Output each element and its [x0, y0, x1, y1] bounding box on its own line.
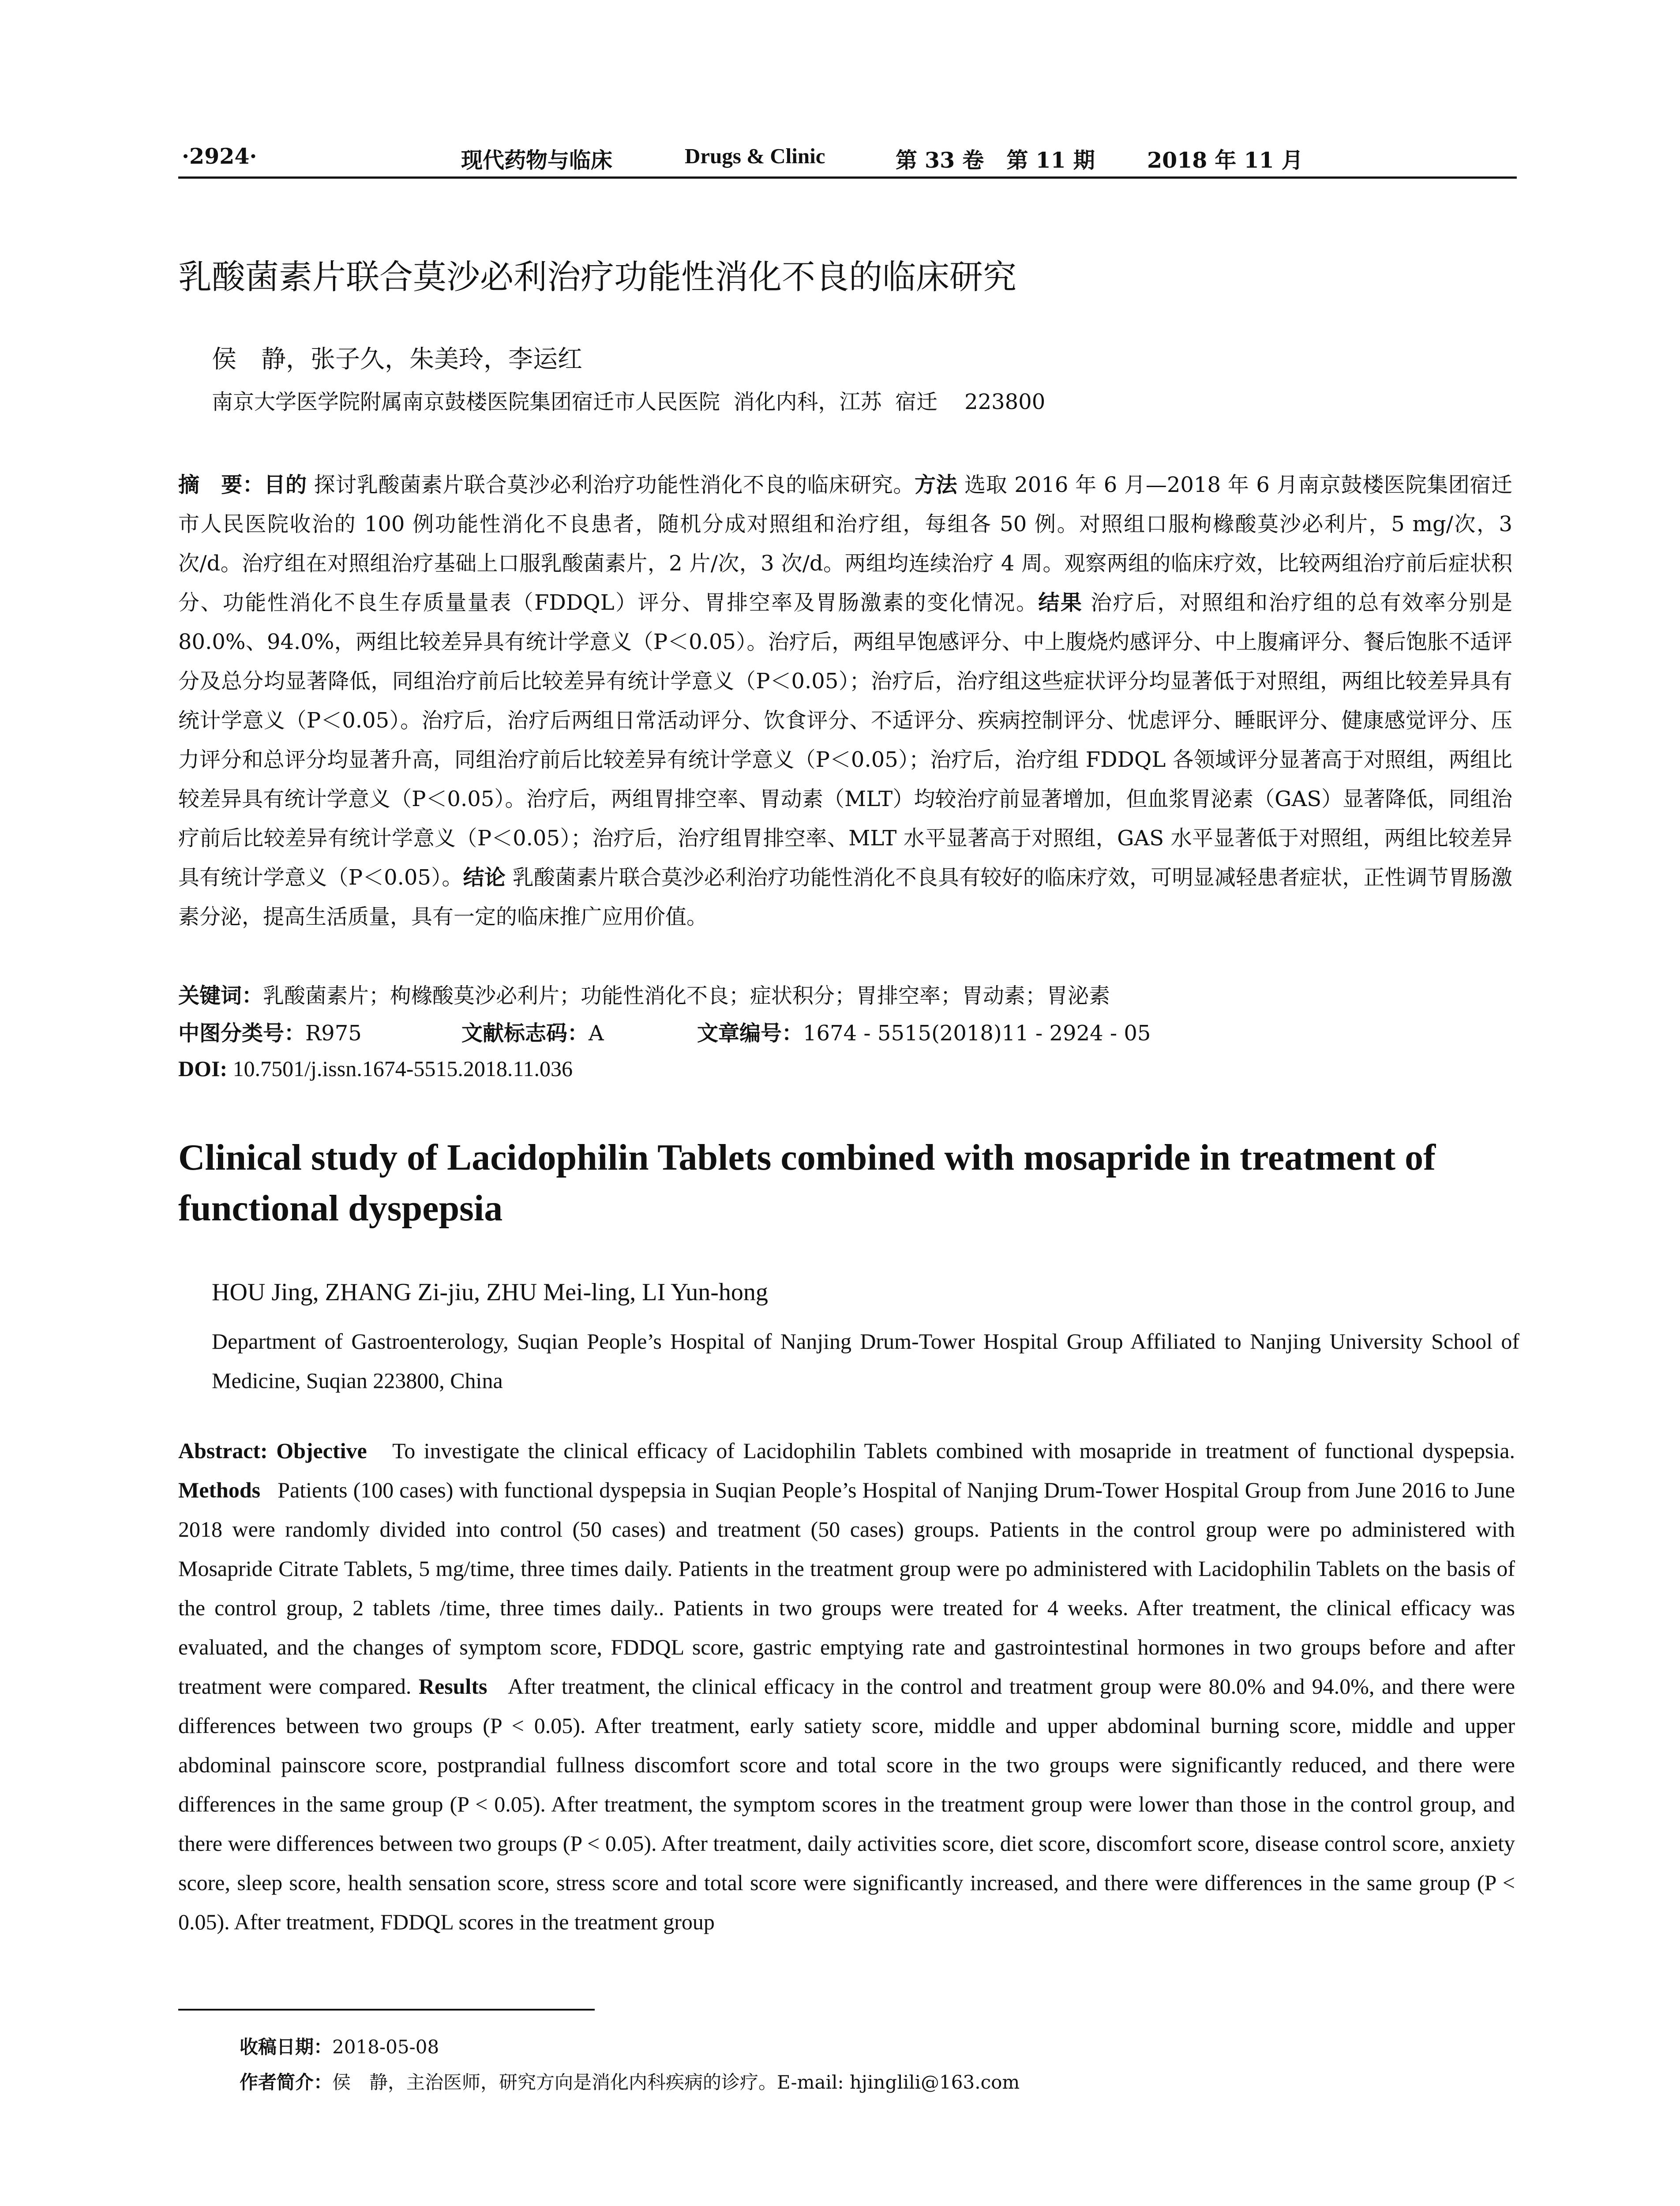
- author-bio-text: 侯 静，主治医师，研究方向是消化内科疾病的诊疗。E-mail: hjinglili@163.com: [332, 2071, 1020, 2093]
- methods-label-en: Methods: [178, 1478, 261, 1502]
- authors-cn: 侯 静，张子久，朱美玲，李运红: [212, 345, 582, 374]
- authors-en: HOU Jing, ZHANG Zi-jiu, ZHU Mei-ling, LI Yun-hong: [212, 1279, 768, 1306]
- title-en: Clinical study of Lacidophilin Tablets combined with mosapride in treatment of functional dyspepsia: [178, 1137, 1436, 1229]
- affiliation-en-text: Department of Gastroenterology, Suqian People’s Hospital of Nanjing Drum-Tower Hospital Group Affiliated to Nanjing University School of Medicine, Suqian 223800, China: [212, 1329, 1519, 1393]
- conclusion-text-cn: 乳酸菌素片联合莫沙必利治疗功能性消化不良具有较好的临床疗效，可明显减轻患者症状，正性调节胃肠激素分泌，提高生活质量，具有一定的临床推广应用价值。: [178, 865, 1512, 929]
- doi-link[interactable]: 10.7501/j.issn.1674-5515.2018.11.036: [232, 1056, 573, 1081]
- received-value: 2018-05-08: [332, 2036, 439, 2058]
- doi-label: DOI:: [178, 1056, 228, 1081]
- conclusion-label-cn: 结论: [463, 865, 506, 890]
- abstract-en: [178, 1431, 1515, 1942]
- keywords-label: 关键词：: [178, 983, 263, 1008]
- page-number: ·2924·: [182, 143, 257, 169]
- classification: [178, 1016, 362, 1047]
- article-number-value: 1674 - 5515(2018)11 - 2924 - 05: [803, 1021, 1151, 1046]
- keywords-text: 乳酸菌素片；枸橼酸莫沙必利片；功能性消化不良；症状积分；胃排空率；胃动素；胃泌素: [263, 983, 1110, 1008]
- abstract-cn-label: 摘 要：: [178, 473, 264, 497]
- article-number: [697, 1016, 1151, 1047]
- objective-text-en: To investigate the clinical efficacy of Lacidophilin Tablets combined with mosapride in treatment of functional dyspepsia.: [392, 1438, 1515, 1463]
- title-cn: 乳酸菌素片联合莫沙必利治疗功能性消化不良的临床研究: [178, 257, 1016, 296]
- header-rule: [178, 176, 1517, 179]
- results-text-en: After treatment, the clinical efficacy in the control and treatment group were 80.0% and 94.0%, and there were differences between two groups (P < 0.05). After treatment, early satiety score, middle and upper abdominal burning score, middle and upper abdominal painscore score, postprandial fullness discomfort score and total score in the two groups were significantly reduced, and there were differences in the same group (P < 0.05). After treatment, the symptom scores in the treatment group were lower than those in the control group, and there were differences between two groups (P < 0.05). After treatment, daily activities score, diet score, discomfort score, disease control score, anxiety score, sleep score, health sensation score, stress score and total score were significantly increased, and there were differences in the same group (P < 0.05). After treatment, FDDQL scores in the treatment group: [178, 1674, 1515, 1934]
- results-label-en: Results: [418, 1674, 488, 1699]
- keywords: [178, 976, 1512, 1016]
- article-number-label: 文章编号：: [697, 1021, 803, 1046]
- objective-label-en: Objective: [276, 1438, 367, 1463]
- volume-issue: 第 33 卷 第 11 期: [896, 147, 1095, 173]
- journal-name-cn: 现代药物与临床: [461, 148, 613, 173]
- doi: [178, 1056, 573, 1081]
- author-bio-label: 作者简介：: [240, 2071, 333, 2093]
- issue-date: 2018 年 11 月: [1147, 147, 1303, 173]
- doc-code: [461, 1016, 604, 1047]
- methods-text-cn: 选取 2016 年 6 月—2018 年 6 月南京鼓楼医院集团宿迁市人民医院收治的 100 例功能性消化不良患者，随机分成对照组和治疗组，每组各 50 例。对照组口服枸橼酸莫沙必利片，5 mg/次，3 次/d。治疗组在对照组治疗基础上口服乳酸菌素片，2 片/次，3 次/d。两组均连续治疗 4 周。观察两组的临床疗效，比较两组治疗前后症状积分、功能性消化不良生存质量量表（FDDQL）评分、胃排空率及胃肠激素的变化情况。: [178, 473, 1512, 615]
- doc-code-value: A: [589, 1021, 604, 1046]
- received-date: [240, 2033, 439, 2059]
- doc-code-label: 文献标志码：: [461, 1021, 589, 1046]
- received-label: 收稿日期：: [240, 2036, 333, 2058]
- methods-label-cn: 方法: [915, 473, 958, 497]
- clc-label: 中图分类号：: [178, 1021, 306, 1046]
- footnote-rule: [178, 2009, 595, 2011]
- results-label-cn: 结果: [1038, 590, 1083, 615]
- abstract-en-label: Abstract:: [178, 1438, 268, 1463]
- clc-value: R975: [305, 1021, 362, 1046]
- journal-name-en: Drugs & Clinic: [685, 144, 825, 168]
- abstract-cn: [178, 465, 1512, 937]
- affiliation-en: [212, 1322, 1519, 1400]
- objective-text-cn: 探讨乳酸菌素片联合莫沙必利治疗功能性消化不良的临床研究。: [314, 473, 915, 497]
- objective-label-cn: 目的: [264, 473, 307, 497]
- author-bio: [240, 2068, 1020, 2094]
- affiliation-cn: 南京大学医学院附属南京鼓楼医院集团宿迁市人民医院 消化内科，江苏 宿迁 223800: [212, 390, 1046, 414]
- methods-text-en: Patients (100 cases) with functional dyspepsia in Suqian People’s Hospital of Nanjing Drum-Tower Hospital Group from June 2016 to June 2018 were randomly divided into control (50 cases) and treatment (50 cases) groups. Patients in the control group were po administered with Mosapride Citrate Tablets, 5 mg/time, three times daily. Patients in the treatment group were po administered with Lacidophilin Tablets on the basis of the control group, 2 tablets /time, three times daily.. Patients in two groups were treated for 4 weeks. After treatment, the clinical efficacy was evaluated, and the changes of symptom score, FDDQL score, gastric emptying rate and gastrointestinal hormones in two groups before and after treatment were compared.: [178, 1478, 1515, 1699]
- results-text-cn: 治疗后，对照组和治疗组的总有效率分别是 80.0%、94.0%，两组比较差异具有统计学意义（P＜0.05）。治疗后，两组早饱感评分、中上腹烧灼感评分、中上腹痛评分、餐后饱胀不适评分及总分均显著降低，同组治疗前后比较差异有统计学意义（P＜0.05）；治疗后，治疗组这些症状评分均显著低于对照组，两组比较差异具有统计学意义（P＜0.05）。治疗后，治疗后两组日常活动评分、饮食评分、不适评分、疾病控制评分、忧虑评分、睡眠评分、健康感觉评分、压力评分和总评分均显著升高，同组治疗前后比较差异有统计学意义（P＜0.05）；治疗后，治疗组 FDDQL 各领域评分显著高于对照组，两组比较差异具有统计学意义（P＜0.05）。治疗后，两组胃排空率、胃动素（MLT）均较治疗前显著增加，但血浆胃泌素（GAS）显著降低，同组治疗前后比较差异有统计学意义（P＜0.05）；治疗后，治疗组胃排空率、MLT 水平显著高于对照组，GAS 水平显著低于对照组，两组比较差异具有统计学意义（P＜0.05）。: [178, 590, 1512, 890]
